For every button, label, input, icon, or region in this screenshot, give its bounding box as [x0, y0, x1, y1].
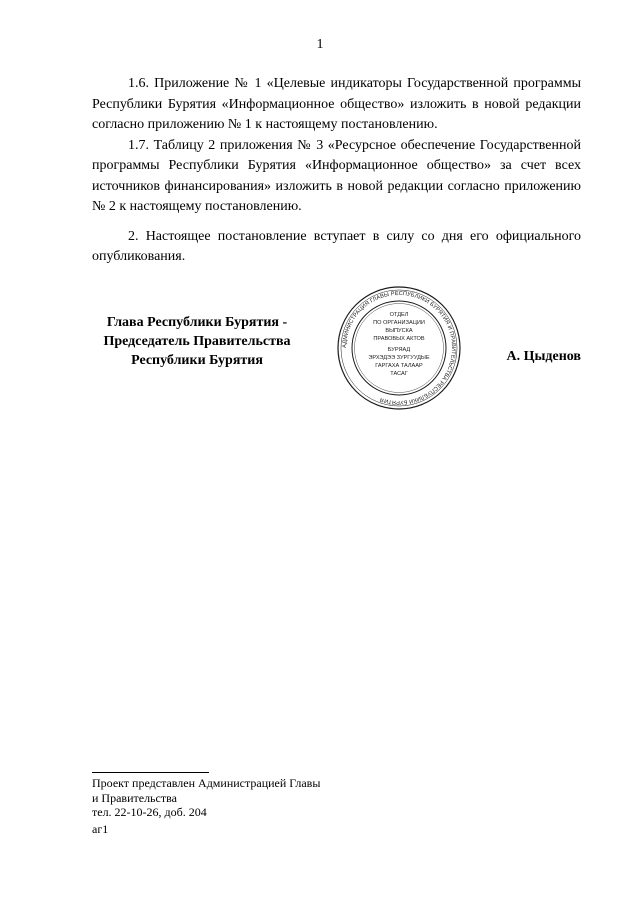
footnote-line: и Правительства: [92, 790, 177, 805]
document-body: [92, 74, 581, 268]
seal-inner-line: ГАРГАХА ТАЛААР: [375, 363, 423, 369]
paragraph-1-7: 1.7. Таблицу 2 приложения № 3 «Ресурсное обеспечение Государственной программы Республики Бурятия «Информационное общество» за счет всех источников финансирования» изложить в новой редакции согласно приложению № 2 к настоящему постановлению.: [92, 137, 581, 214]
seal-inner-line: ЭРХЭДЭЭ ЗУРГУУДЫЕ: [368, 355, 430, 361]
seal-inner-line: ТАСАГ: [390, 371, 408, 377]
seal-inner-line: ОТДЕЛ: [389, 312, 409, 318]
signer-position: [92, 313, 302, 370]
signer-position-line: Глава Республики Бурятия -: [106, 315, 288, 330]
signer-position-line: Председатель Правительства: [103, 334, 291, 349]
seal-inner-line: ПРАВОВЫХ АКТОВ: [373, 336, 425, 342]
footnote-divider: [92, 772, 209, 773]
signer-position-line: Республики Бурятия: [131, 353, 263, 368]
page-number: 1: [316, 37, 324, 52]
official-seal: [337, 286, 461, 410]
footnote-line: тел. 22-10-26, доб. 204: [92, 805, 207, 819]
paragraph-2: 2. Настоящее постановление вступает в силу со дня его официального опубликования.: [92, 228, 581, 264]
footnote-line: Проект представлен Администрацией Главы: [92, 776, 321, 790]
seal-inner-line: БУРЯАД: [387, 347, 411, 353]
seal-inner-line: ВЫПУСКА: [385, 328, 413, 334]
document-code: аг1: [92, 822, 109, 836]
seal-inner-line: ПО ОРГАНИЗАЦИИ: [373, 320, 425, 326]
signer-name: А. Цыденов: [506, 349, 581, 364]
footnote: [92, 776, 392, 820]
seal-outer-text: АДМИНИСТРАЦИЯ ГЛАВЫ РЕСПУБЛИКИ БУРЯТИЯ И ПРАВИТЕЛЬСТВА РЕСПУБЛИКИ БУРЯТИЯ: [341, 290, 457, 406]
paragraph-1-6: 1.6. Приложение № 1 «Целевые индикаторы Государственной программы Республики Бурятия «Информационное общество» изложить в новой редакции согласно приложению № 1 к настоящему постановлению.: [92, 76, 581, 132]
